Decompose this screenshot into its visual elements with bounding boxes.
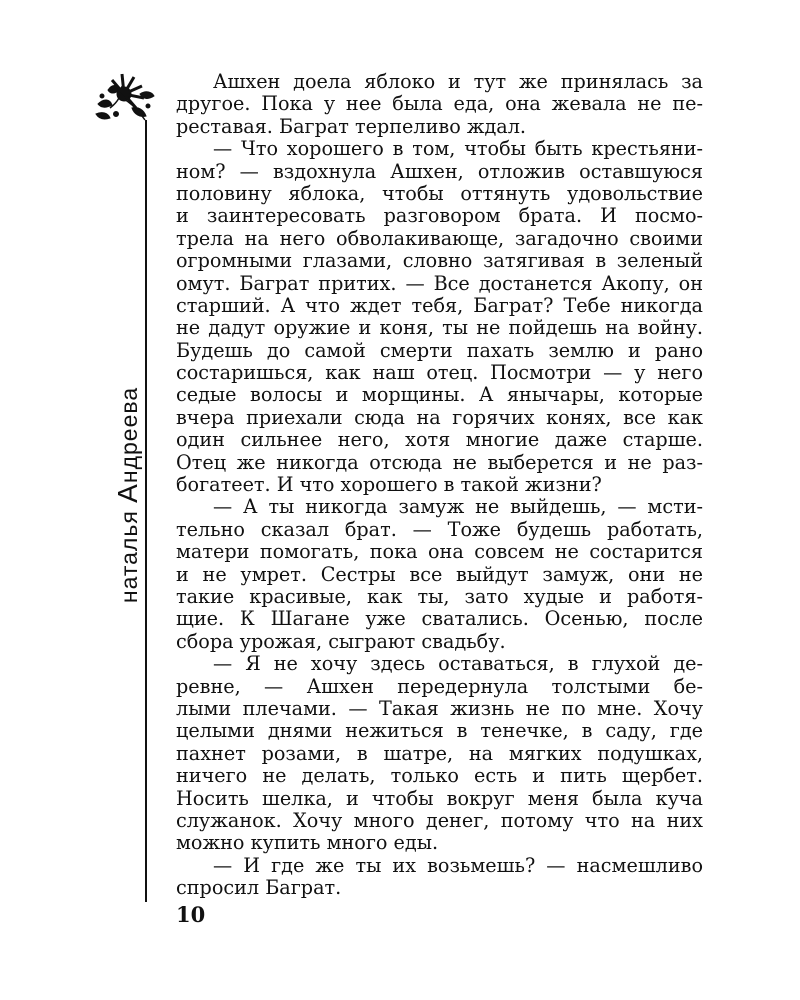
flower-ornament-icon bbox=[88, 68, 158, 138]
main-text bbox=[176, 71, 703, 899]
text-line: не дадут оружие и коня, ты не пойдешь на войну. bbox=[176, 316, 703, 340]
page-number: 10 bbox=[176, 902, 206, 927]
text-line: служанок. Хочу много денег, потому что на них bbox=[176, 808, 703, 832]
text-line: — А ты никогда замуж не выйдешь, — мсти- bbox=[213, 495, 703, 519]
text-line: щие. К Шагане уже сватались. Осенью, после bbox=[176, 607, 703, 631]
text-line: спросил Баграт. bbox=[176, 876, 342, 900]
text-line: огромными глазами, словно затягивая в зеленый bbox=[176, 249, 703, 273]
text-line: ном? — вздохнула Ашхен, отложив оставшуюся bbox=[176, 159, 703, 183]
text-line: сбора урожая, сыграют свадьбу. bbox=[176, 629, 506, 653]
text-line: пахнет розами, в шатре, на мягких подушках, bbox=[176, 741, 703, 765]
text-line: и не умрет. Сестры все выйдут замуж, они не bbox=[176, 562, 703, 586]
text-line: вчера приехали сюда на горячих конях, все как bbox=[176, 405, 703, 429]
running-head-author bbox=[112, 387, 144, 603]
text-line: седые волосы и морщины. А янычары, которые bbox=[176, 383, 703, 407]
author-first-name: наталья bbox=[116, 510, 142, 604]
text-line: трела на него обволакивающе, загадочно своими bbox=[176, 226, 703, 250]
text-line: целыми днями нежиться в тенечке, в саду, где bbox=[176, 719, 703, 743]
text-line: и заинтересовать разговором брата. И посмо- bbox=[176, 204, 703, 228]
text-line: Будешь до самой смерти пахать землю и рано bbox=[176, 338, 703, 362]
text-line: омут. Баграт притих. — Все достанется Акопу, он bbox=[176, 271, 703, 295]
text-line: ревне, — Ашхен передернула толстыми бе- bbox=[176, 674, 703, 698]
text-line: тельно сказал брат. — Тоже будешь работать, bbox=[176, 517, 703, 541]
text-line: состаришься, как наш отец. Посмотри — у него bbox=[176, 361, 703, 385]
text-line: лыми плечами. — Такая жизнь не по мне. Хочу bbox=[176, 696, 703, 720]
text-line: реставая. Баграт терпеливо ждал. bbox=[176, 114, 527, 138]
text-line: такие красивые, как ты, зато худые и работя- bbox=[176, 584, 703, 608]
text-line: Ашхен доела яблоко и тут же принялась за bbox=[213, 70, 703, 93]
text-line: старший. А что ждет тебя, Баграт? Тебе никогда bbox=[176, 293, 703, 317]
text-line: богатеет. И что хорошего в такой жизни? bbox=[176, 473, 602, 497]
text-line: матери помогать, пока она совсем не состарится bbox=[176, 540, 703, 564]
text-line: другое. Пока у нее была еда, она жевала не пе- bbox=[176, 92, 703, 116]
text-line: — Что хорошего в том, чтобы быть крестьяни- bbox=[213, 137, 703, 161]
text-line: один сильнее него, хотя многие даже старше. bbox=[176, 428, 703, 452]
text-line: ничего не делать, только есть и пить щербет. bbox=[176, 764, 703, 788]
author-last-name-initial: А bbox=[112, 483, 143, 503]
author-last-name-rest: ндреева bbox=[116, 386, 142, 484]
text-line: можно купить много еды. bbox=[176, 831, 439, 855]
text-line: — И где же ты их возьмешь? — насмешливо bbox=[213, 853, 703, 877]
text-line: половину яблока, чтобы оттянуть удовольствие bbox=[176, 181, 703, 205]
margin-rule bbox=[145, 120, 147, 902]
text-line: Носить шелка, и чтобы вокруг меня была куча bbox=[176, 786, 703, 810]
text-line: — Я не хочу здесь оставаться, в глухой де- bbox=[213, 652, 703, 676]
text-line: Отец же никогда отсюда не выберется и не раз- bbox=[176, 450, 703, 474]
